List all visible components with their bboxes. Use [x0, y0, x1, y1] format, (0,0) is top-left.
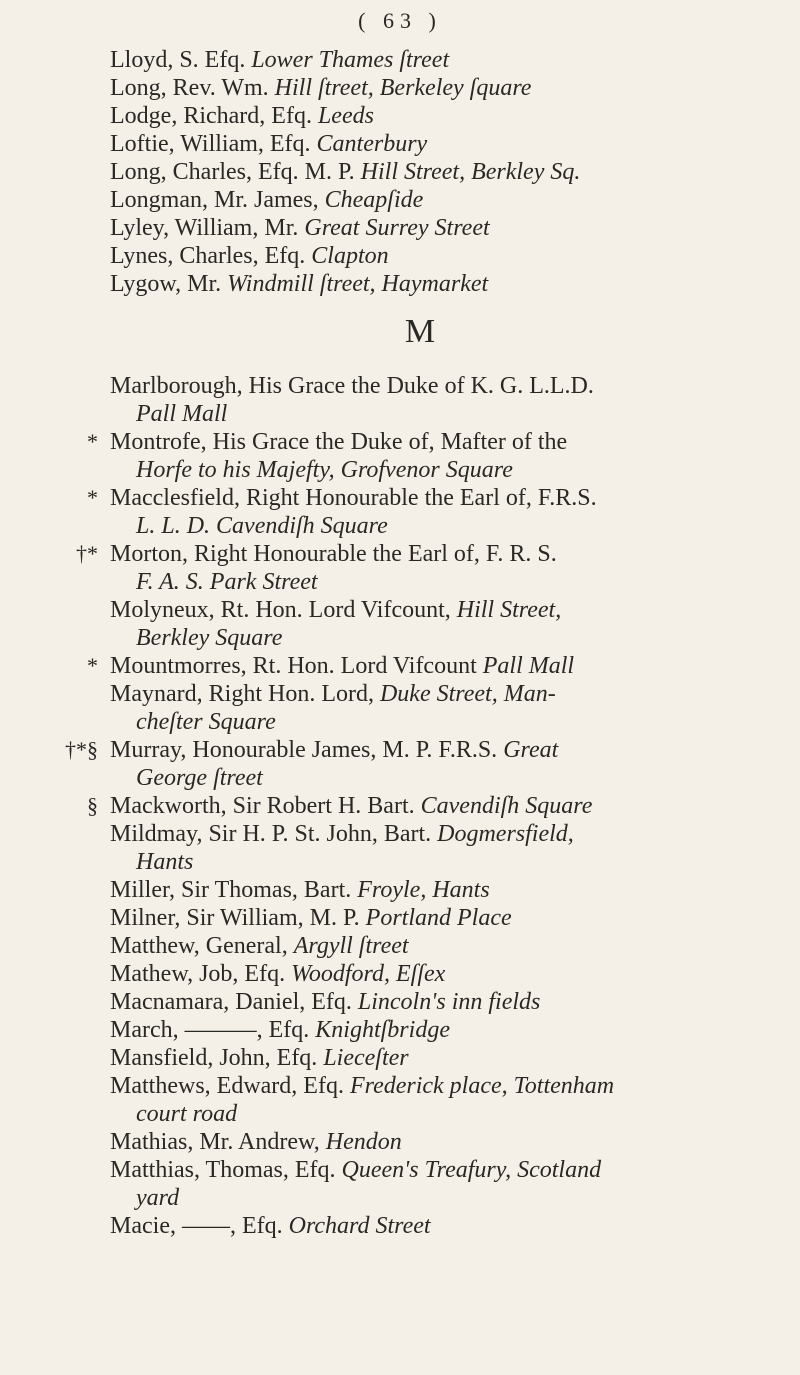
list-entry — [0, 652, 800, 680]
list-entry — [0, 1212, 800, 1240]
entry-first-line — [0, 428, 800, 456]
list-entry — [0, 428, 800, 484]
entry-first-line — [0, 876, 800, 904]
entry-name: March, ———, Efq. — [110, 1017, 310, 1043]
page-number: ( 63 ) — [358, 8, 442, 33]
entry-address: Lower Thames ſtreet — [251, 47, 450, 73]
entry-address: Cavendiſh Square — [420, 793, 593, 819]
entry-name: Lygow, Mr. — [110, 271, 222, 297]
entry-address: Canterbury — [316, 131, 428, 157]
list-entry — [0, 680, 800, 736]
entry-address: Lincoln's inn fields — [357, 989, 541, 1015]
entry-continuation: cheſter Square — [136, 709, 276, 735]
entry-address: Queen's Treafury, Scotland — [341, 1157, 602, 1183]
entry-address: Lieceſter — [323, 1045, 409, 1071]
entry-first-line — [0, 186, 800, 214]
entry-mark: †* — [76, 541, 98, 566]
list-entry — [0, 960, 800, 988]
entry-name: Long, Rev. Wm. — [110, 75, 269, 101]
entry-address: Hendon — [325, 1129, 402, 1155]
entry-name: Mildmay, Sir H. P. St. John, Bart. — [110, 821, 432, 847]
entry-first-line — [0, 1016, 800, 1044]
entry-first-line — [0, 540, 800, 568]
list-entry — [0, 1016, 800, 1044]
entry-first-line — [0, 158, 800, 186]
list-entry — [0, 102, 800, 130]
entries-after-section — [0, 372, 800, 1240]
entry-address: Orchard Street — [288, 1213, 431, 1239]
list-entry — [0, 540, 800, 596]
entry-name: Mackworth, Sir Robert H. Bart. — [110, 793, 415, 819]
entry-name: Mathew, Job, Efq. — [110, 961, 286, 987]
section-letter: M — [404, 313, 436, 350]
entry-first-line — [0, 74, 800, 102]
entry-address: Cheapſide — [324, 187, 424, 213]
entry-name: Lloyd, S. Efq. — [110, 47, 246, 73]
entry-name: Long, Charles, Efq. M. P. — [110, 159, 355, 185]
entry-name: Morton, Right Honourable the Earl of, F. R. S. — [110, 541, 557, 567]
entry-name: Mountmorres, Rt. Hon. Lord Vifcount — [110, 653, 477, 679]
entry-first-line — [0, 820, 800, 848]
entry-address: Frederick place, Tottenham — [349, 1073, 615, 1099]
entry-continuation: Pall Mall — [136, 401, 228, 427]
list-entry — [0, 484, 800, 540]
entries-before-section — [0, 46, 800, 298]
list-entry — [0, 1156, 800, 1212]
list-entry — [0, 988, 800, 1016]
entry-first-line — [0, 1044, 800, 1072]
entry-name: Montrofe, His Grace the Duke of, Mafter of the — [110, 429, 568, 455]
entry-continuation: George ſtreet — [136, 765, 263, 791]
list-entry — [0, 130, 800, 158]
entry-address: Knightſbridge — [315, 1017, 450, 1043]
entry-first-line — [0, 1072, 800, 1100]
entry-address: Leeds — [317, 103, 374, 129]
entry-address: Portland Place — [365, 905, 512, 931]
entry-first-line — [0, 904, 800, 932]
list-entry — [0, 214, 800, 242]
entry-first-line — [0, 932, 800, 960]
entry-name: Mansfield, John, Efq. — [110, 1045, 318, 1071]
entry-address: Great Surrey Street — [304, 215, 490, 241]
subscriber-list — [0, 46, 800, 1240]
entry-name: Mathias, Mr. Andrew, — [110, 1129, 320, 1155]
entry-name: Lynes, Charles, Efq. — [110, 243, 306, 269]
entry-address: Argyll ſtreet — [293, 933, 409, 959]
entry-address: Windmill ſtreet, Haymarket — [227, 271, 489, 297]
entry-first-line — [0, 680, 800, 708]
entry-continuation: court road — [136, 1101, 238, 1127]
list-entry — [0, 372, 800, 428]
entry-first-line — [0, 1212, 800, 1240]
entry-name: Macnamara, Daniel, Efq. — [110, 989, 352, 1015]
entry-name: Miller, Sir Thomas, Bart. — [110, 877, 352, 903]
entry-first-line — [0, 102, 800, 130]
entry-name: Milner, Sir William, M. P. — [110, 905, 360, 931]
entry-address: Great — [503, 737, 559, 763]
entry-name: Macie, ——, Efq. — [110, 1213, 283, 1239]
entry-mark: § — [87, 793, 98, 818]
entry-name: Matthias, Thomas, Efq. — [110, 1157, 336, 1183]
entry-first-line — [0, 484, 800, 512]
entry-name: Molyneux, Rt. Hon. Lord Vifcount, — [110, 597, 451, 623]
entry-address: Clapton — [311, 243, 389, 269]
list-entry — [0, 736, 800, 792]
entry-first-line — [0, 372, 800, 400]
entry-continuation: Horfe to his Majefty, Grofvenor Square — [136, 457, 513, 483]
entry-address: Duke Street, Man- — [379, 681, 556, 707]
list-entry — [0, 158, 800, 186]
entry-first-line — [0, 988, 800, 1016]
entry-continuation: yard — [136, 1185, 180, 1211]
entry-first-line — [0, 792, 800, 820]
entry-first-line — [0, 596, 800, 624]
entry-first-line — [0, 270, 800, 298]
entry-first-line — [0, 652, 800, 680]
entry-name: Longman, Mr. James, — [110, 187, 319, 213]
entry-first-line — [0, 46, 800, 74]
entry-address: Woodford, Eſſex — [291, 961, 446, 987]
list-entry — [0, 596, 800, 652]
entry-first-line — [0, 214, 800, 242]
list-entry — [0, 1128, 800, 1156]
list-entry — [0, 242, 800, 270]
entry-address: Hill Street, — [456, 597, 562, 623]
entry-first-line — [0, 960, 800, 988]
entry-address: Froyle, Hants — [357, 877, 490, 903]
entry-name: Lodge, Richard, Efq. — [110, 103, 312, 129]
entry-mark: * — [87, 429, 98, 454]
list-entry — [0, 270, 800, 298]
list-entry — [0, 186, 800, 214]
entry-first-line — [0, 1156, 800, 1184]
entry-mark: †*§ — [65, 737, 98, 762]
entry-address: Hill Street, Berkley Sq. — [360, 159, 581, 185]
entry-mark: * — [87, 653, 98, 678]
list-entry — [0, 1072, 800, 1128]
list-entry — [0, 876, 800, 904]
list-entry — [0, 904, 800, 932]
list-entry — [0, 792, 800, 820]
list-entry — [0, 820, 800, 876]
entry-name: Matthews, Edward, Efq. — [110, 1073, 344, 1099]
entry-address: Dogmersfield, — [437, 821, 574, 847]
entry-name: Macclesfield, Right Honourable the Earl of, F.R.S. — [110, 485, 597, 511]
list-entry — [0, 46, 800, 74]
entry-name: Matthew, General, — [110, 933, 288, 959]
entry-continuation: Hants — [136, 849, 194, 875]
entry-name: Lyley, William, Mr. — [110, 215, 299, 241]
list-entry — [0, 1044, 800, 1072]
list-entry — [0, 74, 800, 102]
entry-name: Murray, Honourable James, M. P. F.R.S. — [110, 737, 498, 763]
entry-name: Loftie, William, Efq. — [110, 131, 311, 157]
entry-address: Hill ſtreet, Berkeley ſquare — [274, 75, 532, 101]
entry-continuation: Berkley Square — [136, 625, 283, 651]
entry-continuation: F. A. S. Park Street — [136, 569, 318, 595]
entry-first-line — [0, 242, 800, 270]
entry-address: Pall Mall — [482, 653, 575, 679]
entry-first-line — [0, 736, 800, 764]
entry-first-line — [0, 130, 800, 158]
entry-mark: * — [87, 485, 98, 510]
entry-name: Maynard, Right Hon. Lord, — [110, 681, 374, 707]
entry-first-line — [0, 1128, 800, 1156]
entry-name: Marlborough, His Grace the Duke of K. G. L.L.D. — [110, 373, 594, 399]
entry-continuation: L. L. D. Cavendiſh Square — [136, 513, 388, 539]
list-entry — [0, 932, 800, 960]
